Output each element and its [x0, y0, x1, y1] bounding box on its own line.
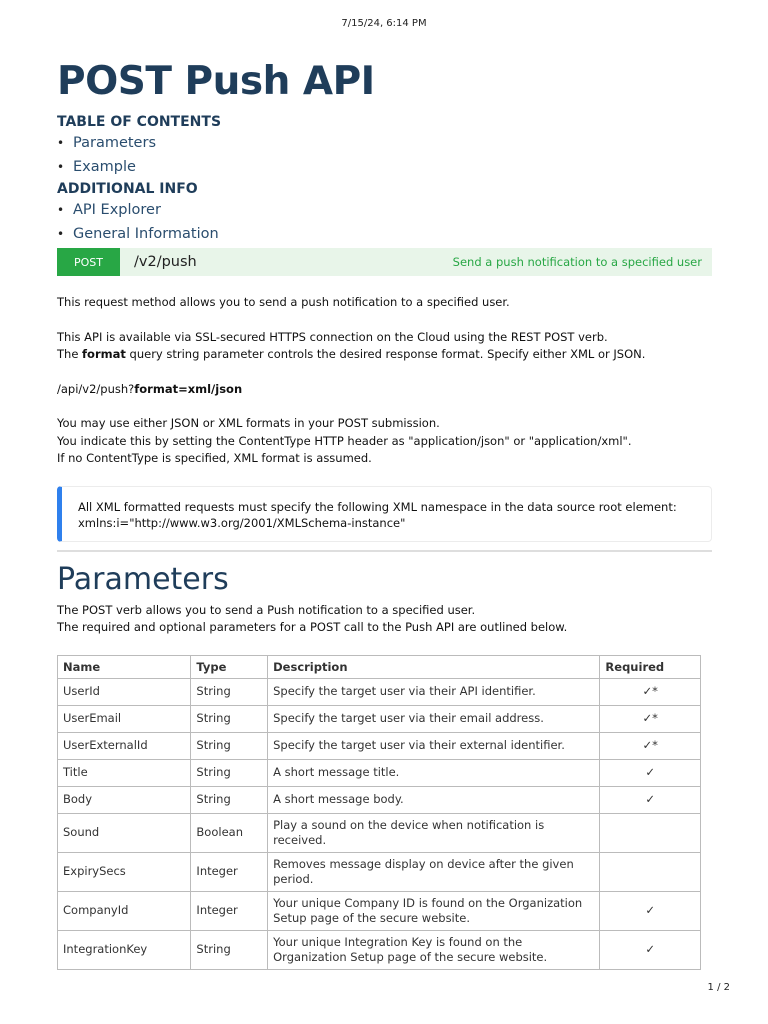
- table-row: [58, 891, 701, 930]
- param-description: Specify the target user via their API identifier.: [268, 678, 600, 705]
- table-row: [58, 732, 701, 759]
- toc-item-api-explorer[interactable]: • API Explorer: [57, 199, 712, 223]
- param-name: UserExternalId: [58, 732, 191, 759]
- parameters-intro-2: The required and optional parameters for a POST call to the Push API are outlined below.: [57, 620, 568, 634]
- param-description: Play a sound on the device when notification is received.: [268, 813, 600, 852]
- param-description: Specify the target user via their external identifier.: [268, 732, 600, 759]
- param-name: CompanyId: [58, 891, 191, 930]
- toc-item-general-information[interactable]: • General Information: [57, 223, 712, 247]
- toc-item-example[interactable]: • Example: [57, 156, 712, 180]
- param-required: ✓: [600, 930, 701, 969]
- table-row: [58, 678, 701, 705]
- param-required: [600, 813, 701, 852]
- toc-heading: TABLE OF CONTENTS: [57, 114, 222, 130]
- note-line-1: All XML formatted requests must specify the following XML namespace in the data source root element:: [78, 499, 677, 514]
- table-row: [58, 786, 701, 813]
- availability-text: This API is available via SSL-secured HTTPS connection on the Cloud using the REST POST verb.: [57, 329, 608, 344]
- bullet-icon: •: [57, 136, 65, 150]
- bullet-icon: •: [57, 226, 65, 241]
- table-row: [58, 759, 701, 786]
- table-row: [58, 813, 701, 852]
- format-text: The format query string parameter controls the desired response format. Specify either XML or JSON.: [57, 347, 646, 361]
- param-type: String: [191, 732, 268, 759]
- param-description: Your unique Integration Key is found on the Organization Setup page of the secure website.: [268, 930, 600, 969]
- parameters-heading: Parameters: [57, 561, 229, 597]
- param-name: IntegrationKey: [58, 930, 191, 969]
- additional-info-heading: ADDITIONAL INFO: [57, 181, 198, 197]
- column-header-name: Name: [58, 655, 191, 678]
- param-required: ✓: [600, 786, 701, 813]
- param-name: ExpirySecs: [58, 852, 191, 891]
- param-type: String: [191, 678, 268, 705]
- section-divider: [57, 550, 712, 552]
- param-name: Body: [58, 786, 191, 813]
- parameters-table: [57, 655, 701, 970]
- content-type-text-3: If no ContentType is specified, XML format is assumed.: [57, 451, 372, 465]
- table-row: [58, 852, 701, 891]
- document-content: [57, 56, 712, 970]
- bullet-icon: •: [57, 159, 65, 174]
- note-line-2: xmlns:i="http://www.w3.org/2001/XMLSchema-instance": [78, 515, 406, 530]
- param-required: ✓*: [600, 678, 701, 705]
- content-type-text-2: You indicate this by setting the ContentType HTTP header as "application/json" or "application/xml".: [57, 433, 632, 448]
- param-type: String: [191, 786, 268, 813]
- xml-namespace-note: [57, 486, 712, 542]
- column-header-required: Required: [600, 655, 701, 678]
- endpoint-path: /v2/push: [134, 254, 197, 270]
- parameters-intro-1: The POST verb allows you to send a Push notification to a specified user.: [57, 602, 476, 617]
- endpoint-summary: Send a push notification to a specified user: [452, 255, 702, 269]
- param-description: A short message body.: [268, 786, 600, 813]
- table-row: [58, 705, 701, 732]
- content-type-text-1: You may use either JSON or XML formats in your POST submission.: [57, 416, 440, 430]
- param-description: A short message title.: [268, 759, 600, 786]
- page-title: POST Push API: [57, 59, 375, 104]
- endpoint-bar: [57, 248, 712, 276]
- param-name: UserId: [58, 678, 191, 705]
- post-method-badge: POST: [57, 248, 120, 276]
- param-name: UserEmail: [58, 705, 191, 732]
- column-header-description: Description: [268, 655, 600, 678]
- page-number: 1 / 2: [707, 982, 730, 993]
- endpoint-url: /api/v2/push?format=xml/json: [57, 381, 243, 396]
- bullet-icon: •: [57, 203, 65, 217]
- additional-info-list: [57, 199, 712, 246]
- param-type: Integer: [191, 891, 268, 930]
- param-type: String: [191, 930, 268, 969]
- param-required: ✓: [600, 759, 701, 786]
- param-description: Your unique Company ID is found on the Organization Setup page of the secure website.: [268, 891, 600, 930]
- table-header-row: [58, 655, 701, 678]
- param-type: String: [191, 759, 268, 786]
- column-header-type: Type: [191, 655, 268, 678]
- intro-paragraph: This request method allows you to send a push notification to a specified user.: [57, 295, 510, 309]
- param-description: Specify the target user via their email address.: [268, 705, 600, 732]
- param-type: Integer: [191, 852, 268, 891]
- param-type: String: [191, 705, 268, 732]
- toc-list: [57, 132, 712, 179]
- param-type: Boolean: [191, 813, 268, 852]
- param-name: Title: [58, 759, 191, 786]
- param-name: Sound: [58, 813, 191, 852]
- table-row: [58, 930, 701, 969]
- print-date: 7/15/24, 6:14 PM: [341, 18, 427, 29]
- param-required: [600, 852, 701, 891]
- param-required: ✓*: [600, 705, 701, 732]
- toc-item-parameters[interactable]: • Parameters: [57, 132, 712, 156]
- param-required: ✓*: [600, 732, 701, 759]
- param-required: ✓: [600, 891, 701, 930]
- param-description: Removes message display on device after the given period.: [268, 852, 600, 891]
